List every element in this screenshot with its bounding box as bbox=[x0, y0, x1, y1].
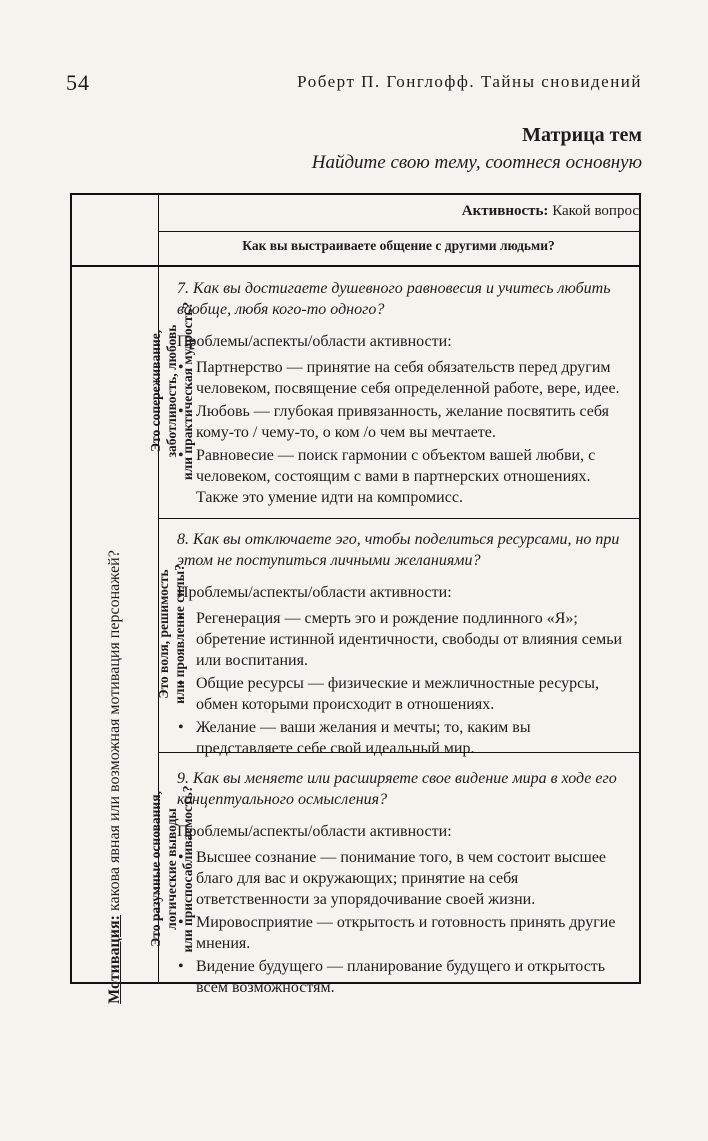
header-bottom-border bbox=[72, 265, 639, 267]
row-question: 7. Как вы достигаете душевного равновесия и учитесь любить вообще, любя кого-то одного? bbox=[177, 280, 611, 318]
row-question: 8. Как вы отключаете эго, чтобы поделиться ресурсами, но при этом не поступиться личными желаниями? bbox=[177, 531, 620, 569]
activity-text: Какой вопрос bbox=[552, 203, 639, 219]
header-question: Как вы выстраиваете общение с другими людьми? bbox=[242, 238, 555, 253]
running-head: Роберт П. Гонглофф. Тайны сновидений bbox=[297, 72, 642, 91]
theme-matrix-table bbox=[70, 193, 641, 1004]
list-item: • Регенерация — смерть эго и рождение подлинного «Я»; обретение истинной идентичности, свободы от влияния семьи или воспитания. bbox=[177, 608, 629, 671]
list-item: • Высшее сознание — понимание того, в чем состоит высшее благо для вас и окружающих; принятие на себя ответственности за упорядочивание своей жизни. bbox=[177, 847, 629, 910]
problems-list bbox=[177, 608, 629, 759]
problems-label: Проблемы/аспекты/области активности: bbox=[177, 333, 452, 350]
activity-header bbox=[462, 203, 639, 220]
row-divider bbox=[158, 518, 639, 519]
list-item: • Партнерство — принятие на себя обязательств перед другим человеком, посвящение себя определенной работе, вере, идее. bbox=[177, 357, 629, 399]
problems-list bbox=[177, 847, 629, 998]
motivation-label bbox=[106, 550, 124, 1004]
activity-label: Активность: bbox=[461, 203, 549, 219]
section-title: Матрица тем bbox=[522, 124, 642, 146]
row-7-content bbox=[177, 278, 629, 510]
row-divider bbox=[158, 752, 639, 753]
problems-list bbox=[177, 357, 629, 508]
row-question: 9. Как вы меняете или расширяете свое видение мира в ходе его концептуального осмысления? bbox=[177, 770, 617, 808]
row-category-reason: Это разумные основания, логические выводы или приспосабливаемость? bbox=[148, 785, 195, 953]
list-item: • Любовь — глубокая привязанность, желание посвятить себя кому-то / чему-то, о ком /о чем вы мечтаете. bbox=[177, 401, 629, 443]
section-subtitle: Найдите свою тему, соотнеся основную bbox=[311, 152, 642, 173]
header-divider bbox=[158, 231, 639, 232]
page-number: 54 bbox=[66, 70, 90, 95]
list-item: • Видение будущего — планирование будущего и открытость всем возможностям. bbox=[177, 956, 629, 998]
problems-label: Проблемы/аспекты/области активности: bbox=[177, 823, 452, 840]
row-8-content bbox=[177, 529, 629, 761]
row-category-compassion: Это сопереживание, заботливость, любовь или практическая мудрость? bbox=[148, 301, 195, 481]
list-item: • Общие ресурсы — физические и межличностные ресурсы, обмен которыми происходит в отношениях. bbox=[177, 673, 629, 715]
motivation-title: Мотивация: bbox=[106, 915, 123, 1004]
list-item: • Желание — ваши желания и мечты; то, каким вы представляете себе свой идеальный мир. bbox=[177, 717, 629, 759]
list-item: • Равновесие — поиск гармонии с объектом вашей любви, с человеком, состоящим с вами в партнерских отношениях. Также это умение идти на компромисс. bbox=[177, 445, 629, 508]
list-item: • Мировосприятие — открытость и готовность принять другие мнения. bbox=[177, 912, 629, 954]
row-category-will: Это воля, решимость или проявление силы? bbox=[156, 564, 187, 704]
motivation-text: какова явная или возможная мотивация персонажей? bbox=[106, 550, 123, 912]
row-9-content bbox=[177, 768, 629, 1000]
problems-label: Проблемы/аспекты/области активности: bbox=[177, 584, 452, 601]
